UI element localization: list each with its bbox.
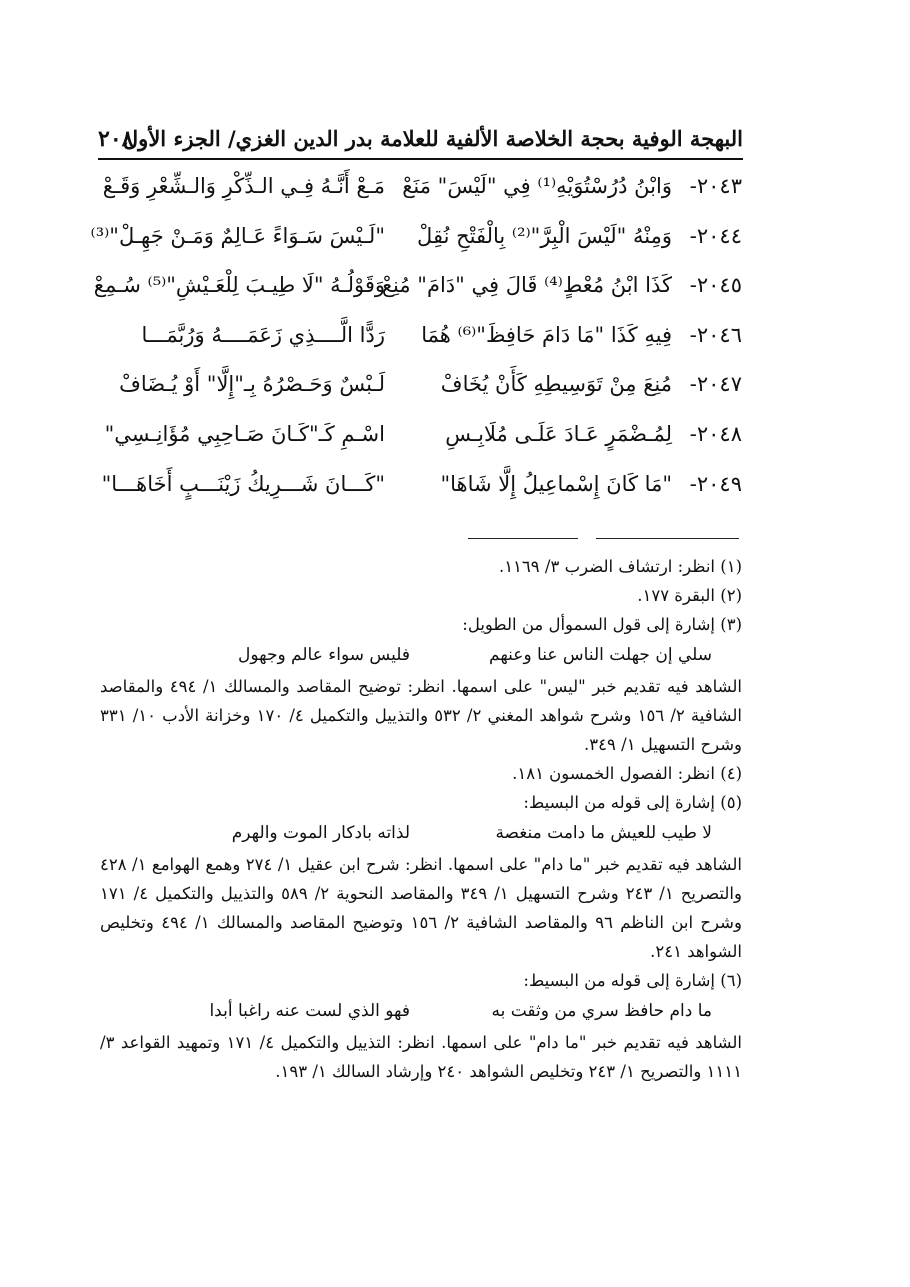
- footnote-continuation: الشاهد فيه تقديم خبر "ما دام" على اسمها. انظر: التذييل والتكميل ٤/ ١٧١ وتمهيد القواعد ٣/ ١١١١ والتصريح ١/ ٢٤٣ وتخليص الشواهد ٢٤٠ وإرشاد السالك ١/ ١٩٣.: [100, 1033, 742, 1081]
- footnote-poetry: [100, 639, 742, 672]
- verse-number: ٢٠٤٥-: [689, 273, 742, 298]
- footnote-separator: [596, 538, 739, 539]
- verse-second-hemistich: وَقَوْلُـهُ "لَا طِيـبَ لِلْعَـيْشِ"⁽⁵⁾ سُـمِعْ: [93, 273, 385, 298]
- footnote-text: إشارة إلى قول السموأل من الطويل:: [462, 615, 715, 634]
- verse-first-hemistich: وَابْنُ دُرُسْتُوَيْهِ⁽¹⁾ فِي "لَيْسَ" مَنَعْ: [402, 174, 672, 198]
- footnote: [100, 552, 742, 581]
- page-number: ٢٠٨: [98, 126, 134, 152]
- verse-second-hemistich: لَـبْسٌ وَحَـصْرُهُ بِـ"إِلَّا" أَوْ يُـضَافْ: [119, 372, 385, 397]
- verse-first-hemistich: وَمِنْهُ "لَيْسَ الْبِرَّ"⁽²⁾ بِالْفَتْحِ نُقِلْ: [417, 223, 672, 248]
- verse-first-hemistich: مُنِعَ مِنْ تَوَسِيطِهِ كَأَنْ يُخَافْ: [440, 372, 672, 397]
- verse-line: [100, 364, 742, 414]
- verse-line: [100, 315, 742, 365]
- verse-second-hemistich: رَدًّا الَّــــذِي زَعَمَــــهُ وَرُبَّمَـــا: [141, 322, 385, 347]
- footnote-text: انظر: الفصول الخمسون ١٨١.: [512, 764, 715, 783]
- footnote-mark: (١): [720, 557, 742, 576]
- verse-number: ٢٠٤٦-: [689, 322, 742, 347]
- footnote-poetry: [100, 817, 742, 850]
- footnote: [100, 581, 742, 610]
- verse-line: [100, 166, 742, 216]
- poetry-second-hemistich: فليس سواء عالم وجهول: [237, 645, 410, 665]
- footnote-mark: (٥): [720, 793, 742, 812]
- poetry-first-hemistich: لا طيب للعيش ما دامت منغصة: [495, 823, 712, 843]
- poetry-first-hemistich: ما دام حافظ سري من وثقت به: [491, 1001, 712, 1021]
- footnote: [100, 759, 742, 788]
- poetry-second-hemistich: فهو الذي لست عنه راغبا أبدا: [209, 1001, 410, 1021]
- verse-second-hemistich: اسْـمِ كَـ"كَـانَ صَـاحِبِي مُؤَانِـسِي": [104, 421, 385, 446]
- footnote-mark: (٦): [720, 971, 742, 990]
- footnote: [100, 966, 742, 995]
- footnote-mark: (٣): [720, 615, 742, 634]
- footnote-continuation: الشاهد فيه تقديم خبر "ما دام" على اسمها. انظر: شرح ابن عقيل ١/ ٢٧٤ وهمع الهوامع ١/ ٤٢٨ والتصريح ١/ ٢٤٣ وشرح التسهيل ١/ ٣٤٩ والمقاصد النحوية ٢/ ٥٨٩ والتذييل والتكميل ٤/ ١٧١ وشرح ابن الناظم ٩٦ والمقاصد الشافية ٢/ ١٥٦ وتوضيح المقاصد والمسالك ١/ ٤٩٤ وتخليص الشواهد ٢٤١.: [100, 855, 743, 961]
- verse-first-hemistich: كَذَا ابْنُ مُعْطٍ⁽⁴⁾ قَالَ فِي "دَامَ" مُنِعْ: [381, 273, 672, 298]
- footnote-mark: (٤): [720, 764, 742, 783]
- footnote-poetry: [100, 995, 742, 1028]
- verse-second-hemistich: مَـعْ أَنَّـهُ فِـي الـذِّكْرِ وَالـشِّعْرِ وَقَـعْ: [102, 174, 385, 198]
- poetry-second-hemistich: لذاته بادكار الموت والهرم: [231, 823, 410, 843]
- verse-block: [90, 166, 742, 513]
- footnote-text: انظر: ارتشاف الضرب ٣/ ١١٦٩.: [498, 557, 715, 576]
- footnotes: [100, 552, 742, 1086]
- verse-number: ٢٠٤٧-: [689, 372, 742, 397]
- footnote: [100, 610, 742, 639]
- footnote-continuation: الشاهد فيه تقديم خبر "ليس" على اسمها. انظر: توضيح المقاصد والمسالك ١/ ٤٩٤ والمقاصد الشافية ٢/ ١٥٦ وشرح شواهد المغني ٢/ ٥٣٢ والتذييل والتكميل ٤/ ١٧٠ وخزانة الأدب ١٠/ ٣٣١ وشرح التسهيل ١/ ٣٤٩.: [100, 677, 742, 754]
- verse-number: ٢٠٤٤-: [689, 223, 742, 248]
- footnote-text: البقرة ١٧٧.: [637, 586, 715, 605]
- verse-second-hemistich: "كَـــانَ شَـــرِيكُ زَيْنَـــبٍ أَخَاهَـــا": [101, 471, 385, 496]
- poetry-first-hemistich: سلي إن جهلت الناس عنا وعنهم: [489, 645, 712, 665]
- footnote-text: إشارة إلى قوله من البسيط:: [523, 793, 715, 812]
- running-header: [98, 122, 743, 160]
- verse-first-hemistich: "مَا كَانَ إِسْماعِيلُ إِلَّا شَاهَا": [440, 471, 672, 496]
- verse-number: ٢٠٤٨-: [689, 421, 742, 446]
- verse-line: [93, 265, 742, 315]
- verse-second-hemistich: "لَـيْسَ سَـوَاءً عَـالِمٌ وَمَـنْ جَهِـلْ"⁽³⁾: [90, 223, 385, 248]
- verse-line: [100, 414, 742, 464]
- verse-number: ٢٠٤٣-: [689, 174, 742, 198]
- footnote-mark: (٢): [720, 586, 742, 605]
- verse-first-hemistich: فِيهِ كَذَا "مَا دَامَ حَافِظَ"⁽⁶⁾ هُمَا: [421, 322, 672, 347]
- verse-first-hemistich: لِمُـضْمَرٍ عَـادَ عَلَـى مُلَابِـسِ: [445, 421, 672, 446]
- footnote: [100, 788, 742, 817]
- verse-line: [100, 464, 742, 514]
- verse-number: ٢٠٤٩-: [689, 471, 742, 496]
- header-title: البهجة الوفية بحجة الخلاصة الألفية للعلامة بدر الدين الغزي/ الجزء الأول: [122, 126, 743, 151]
- verse-line: [90, 216, 742, 266]
- footnote-text: إشارة إلى قوله من البسيط:: [523, 971, 715, 990]
